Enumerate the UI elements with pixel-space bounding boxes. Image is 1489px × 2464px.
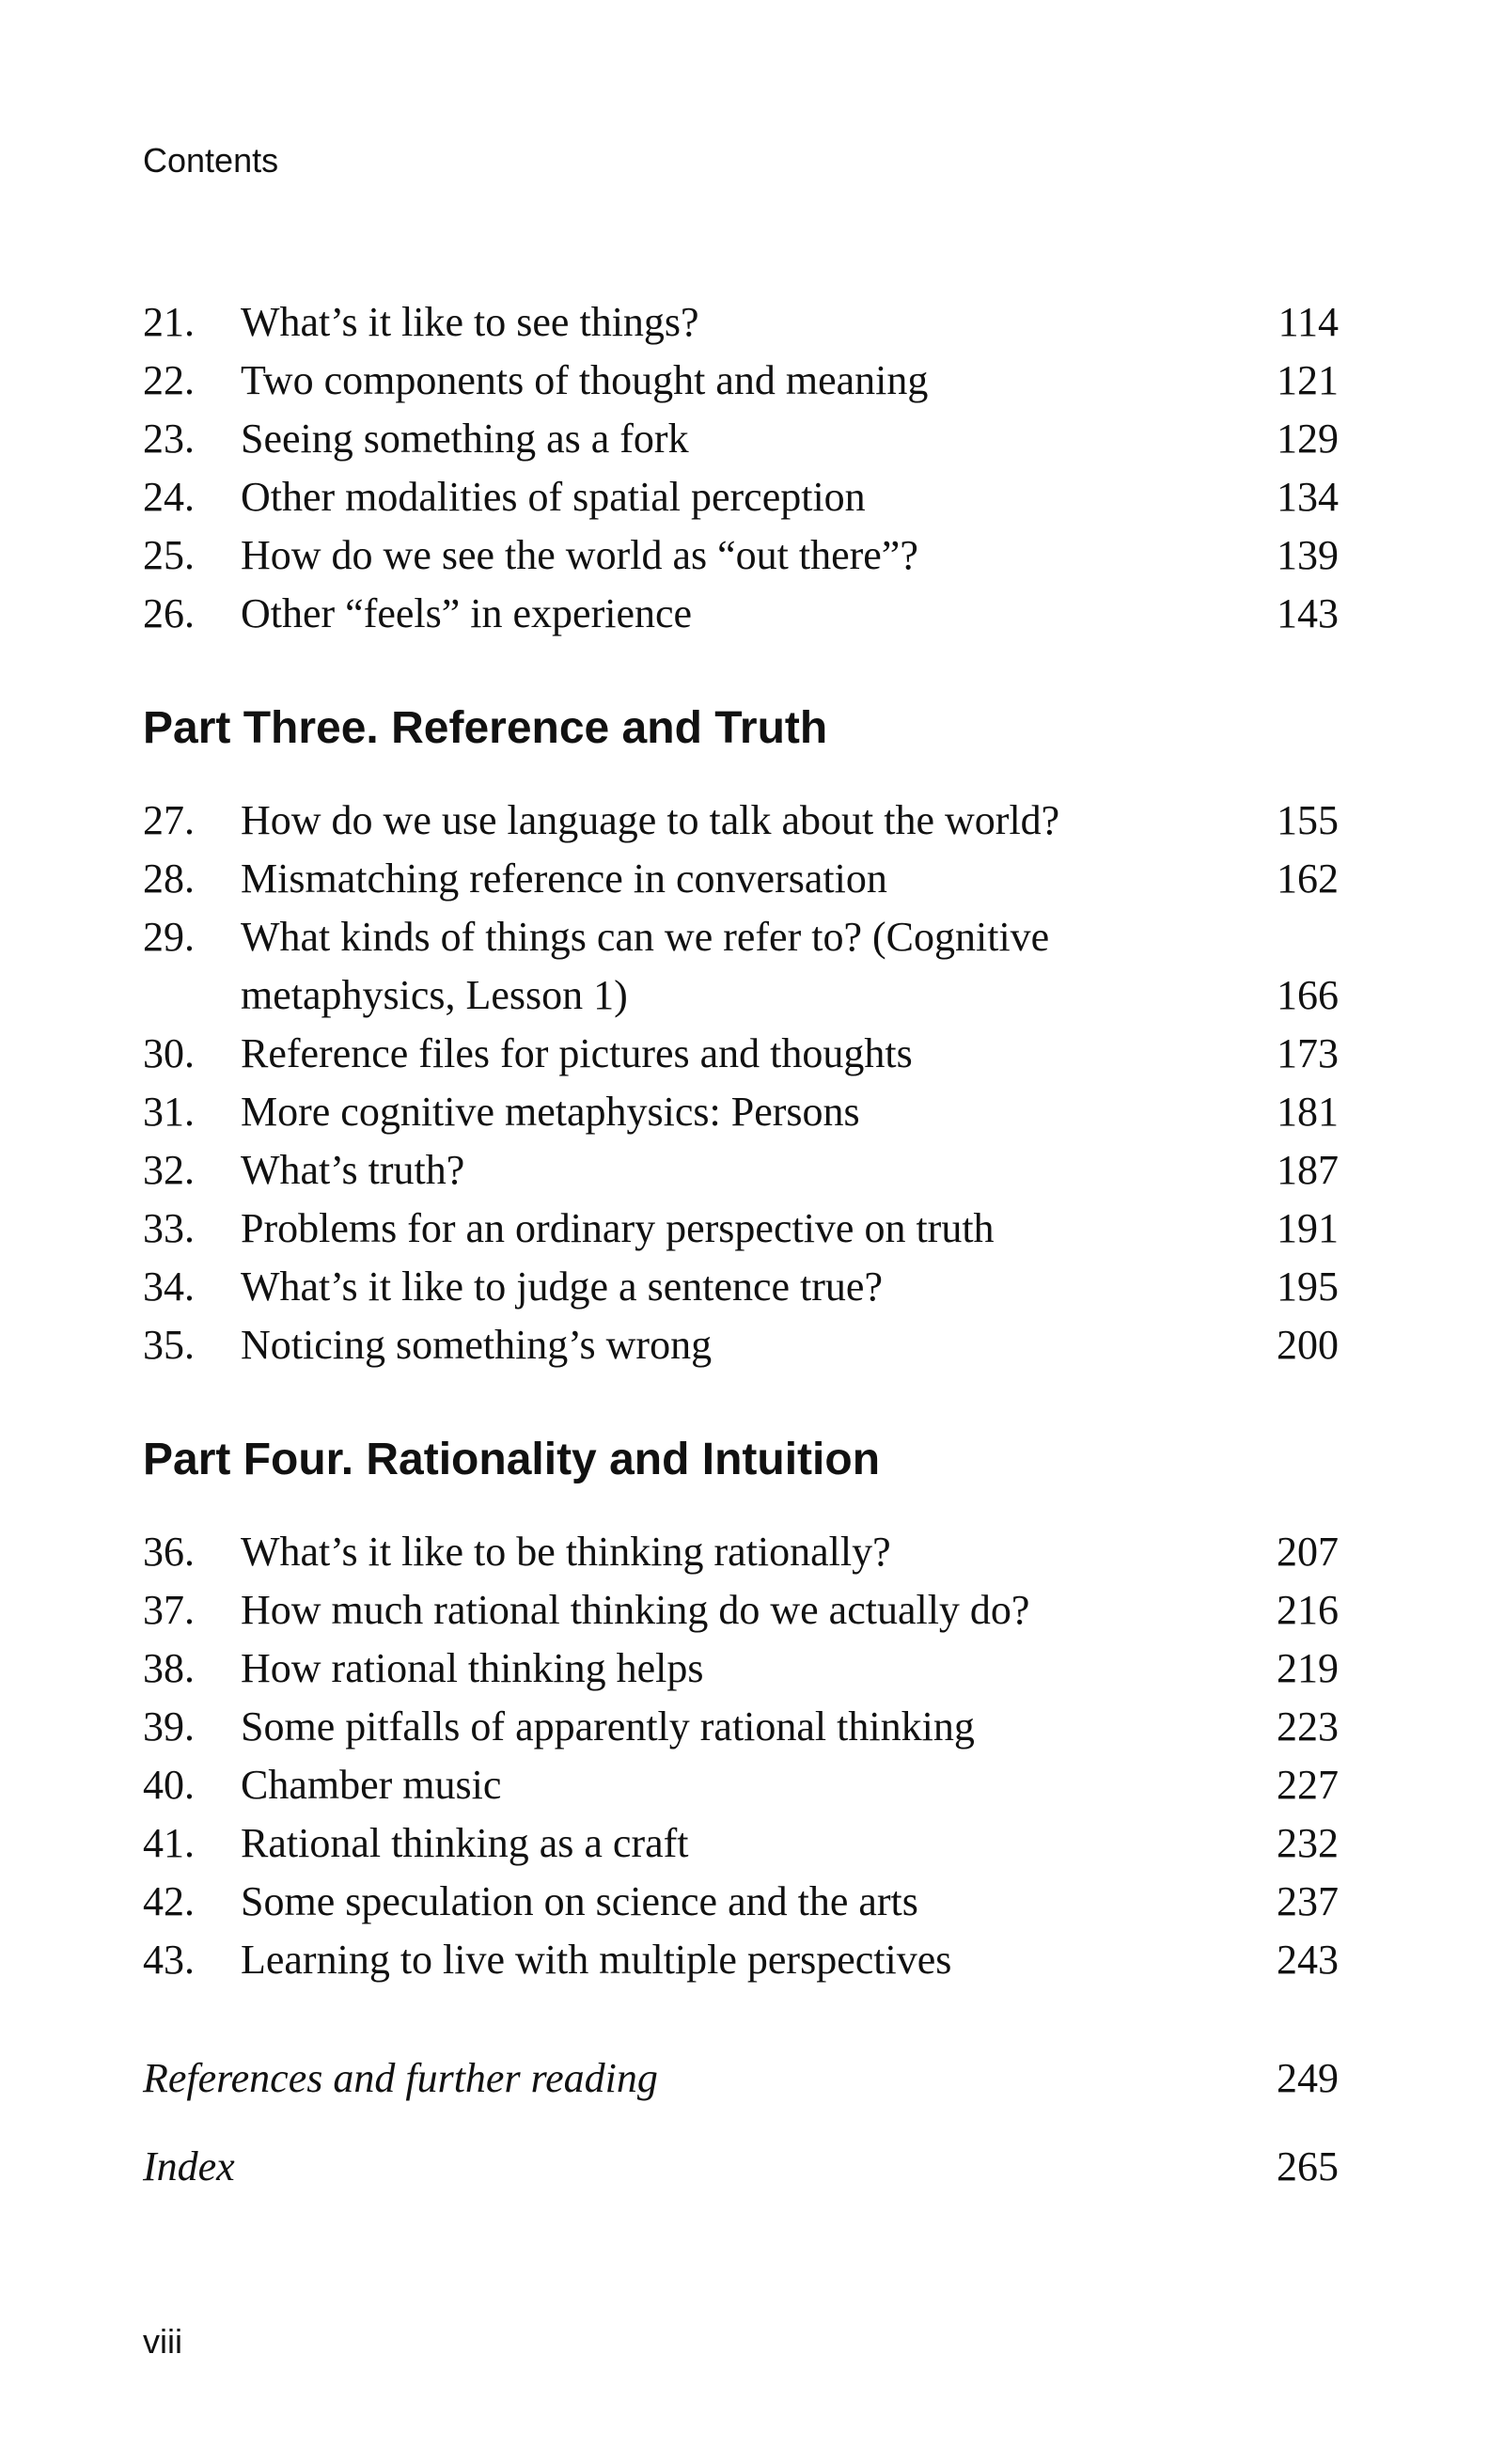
toc-entry[interactable] [143,1258,1339,1316]
entry-page: 243 [1277,1937,1339,1983]
entry-title: How much rational thinking do we actually do? [241,1587,1030,1633]
toc-backmatter-entry[interactable] [143,2049,1339,2108]
entry-number: 39. [143,1703,195,1750]
backmatter-page: 265 [1277,2143,1339,2189]
entry-page: 223 [1277,1703,1339,1750]
entry-page: 191 [1277,1205,1339,1251]
entry-title: How rational thinking helps [241,1645,704,1691]
page-number: viii [143,2322,182,2361]
toc-entry[interactable] [143,1316,1339,1374]
toc-entry[interactable] [143,293,1339,352]
entry-number: 34. [143,1263,195,1310]
entry-number: 36. [143,1529,195,1575]
toc-entry[interactable] [143,1640,1339,1698]
toc-entry[interactable] [143,526,1339,585]
entry-title: Reference files for pictures and thoughts [241,1030,913,1076]
entry-page: 207 [1277,1529,1339,1575]
toc-backmatter-entry[interactable] [143,2138,1339,2196]
toc-entry[interactable] [143,1873,1339,1931]
toc-entry[interactable] [143,1025,1339,1083]
entry-title: More cognitive metaphysics: Persons [241,1089,860,1135]
entry-number: 32. [143,1147,195,1193]
entry-number: 33. [143,1205,195,1251]
toc-entry[interactable] [143,792,1339,850]
entry-number: 29. [143,914,195,960]
entry-number: 27. [143,797,195,843]
entry-page: 162 [1277,855,1339,902]
entry-title: Two components of thought and meaning [241,357,929,403]
entry-page: 173 [1277,1030,1339,1076]
toc-entry[interactable] [143,1756,1339,1814]
toc-entry[interactable] [143,908,1339,1025]
entry-number: 21. [143,299,195,345]
entry-page: 129 [1277,416,1339,462]
entry-number: 28. [143,855,195,902]
toc-entry[interactable] [143,1141,1339,1200]
toc-entry[interactable] [143,1931,1339,1989]
entry-number: 22. [143,357,195,403]
entry-page: 139 [1277,532,1339,578]
entry-number: 40. [143,1762,195,1808]
entry-title: What kinds of things can we refer to? (Cognitive metaphysics, Lesson 1) [241,914,1050,1018]
entry-page: 166 [1277,972,1339,1018]
entry-title: Other “feels” in experience [241,590,693,636]
entry-title: What’s it like to be thinking rationally? [241,1529,891,1575]
toc-entry[interactable] [143,1814,1339,1873]
entry-page: 181 [1277,1089,1339,1135]
entry-number: 23. [143,416,195,462]
entry-page: 219 [1277,1645,1339,1691]
toc-entry[interactable] [143,1083,1339,1141]
toc-entry[interactable] [143,850,1339,908]
toc-entry[interactable] [143,468,1339,526]
entry-title: Rational thinking as a craft [241,1820,689,1866]
running-head: Contents [143,141,279,180]
entry-page: 227 [1277,1762,1339,1808]
entry-title: What’s it like to judge a sentence true? [241,1263,883,1310]
entry-page: 237 [1277,1878,1339,1924]
entry-number: 38. [143,1645,195,1691]
entry-number: 30. [143,1030,195,1076]
entry-page: 121 [1277,357,1339,403]
toc-entry[interactable] [143,585,1339,643]
entry-page: 187 [1277,1147,1339,1193]
entry-number: 24. [143,474,195,520]
toc-entry[interactable] [143,1523,1339,1581]
entry-number: 42. [143,1878,195,1924]
backmatter-label: References and further reading [143,2055,658,2101]
entry-page: 216 [1277,1587,1339,1633]
entry-title: Seeing something as a fork [241,416,689,462]
entry-number: 37. [143,1587,195,1633]
entry-page: 195 [1277,1263,1339,1310]
entry-title: Problems for an ordinary perspective on truth [241,1205,995,1251]
entry-title: Chamber music [241,1762,502,1808]
entry-title: Some pitfalls of apparently rational thinking [241,1703,975,1750]
entry-title: Some speculation on science and the arts [241,1878,918,1924]
entry-number: 25. [143,532,195,578]
toc-entry[interactable] [143,410,1339,468]
entry-number: 43. [143,1937,195,1983]
backmatter-page: 249 [1277,2055,1339,2101]
toc-entry[interactable] [143,352,1339,410]
entry-title: How do we use language to talk about the world? [241,797,1060,843]
entry-number: 26. [143,590,195,636]
entry-number: 41. [143,1820,195,1866]
toc-entry[interactable] [143,1698,1339,1756]
toc-entry[interactable] [143,1200,1339,1258]
part-three-heading: Part Three. Reference and Truth [143,703,828,753]
entry-page: 143 [1277,590,1339,636]
entry-title: How do we see the world as “out there”? [241,532,918,578]
entry-number: 31. [143,1089,195,1135]
entry-page: 200 [1277,1322,1339,1368]
entry-title: Other modalities of spatial perception [241,474,866,520]
part-four-heading: Part Four. Rationality and Intuition [143,1435,881,1484]
entry-title: Learning to live with multiple perspectives [241,1937,952,1983]
backmatter-label: Index [143,2143,235,2189]
entry-page: 114 [1277,299,1339,345]
entry-number: 35. [143,1322,195,1368]
toc-entry[interactable] [143,1581,1339,1640]
entry-title: Noticing something’s wrong [241,1322,713,1368]
entry-title: Mismatching reference in conversation [241,855,887,902]
entry-page: 232 [1277,1820,1339,1866]
entry-title: What’s it like to see things? [241,299,699,345]
entry-title: What’s truth? [241,1147,465,1193]
entry-page: 134 [1277,474,1339,520]
entry-page: 155 [1277,797,1339,843]
